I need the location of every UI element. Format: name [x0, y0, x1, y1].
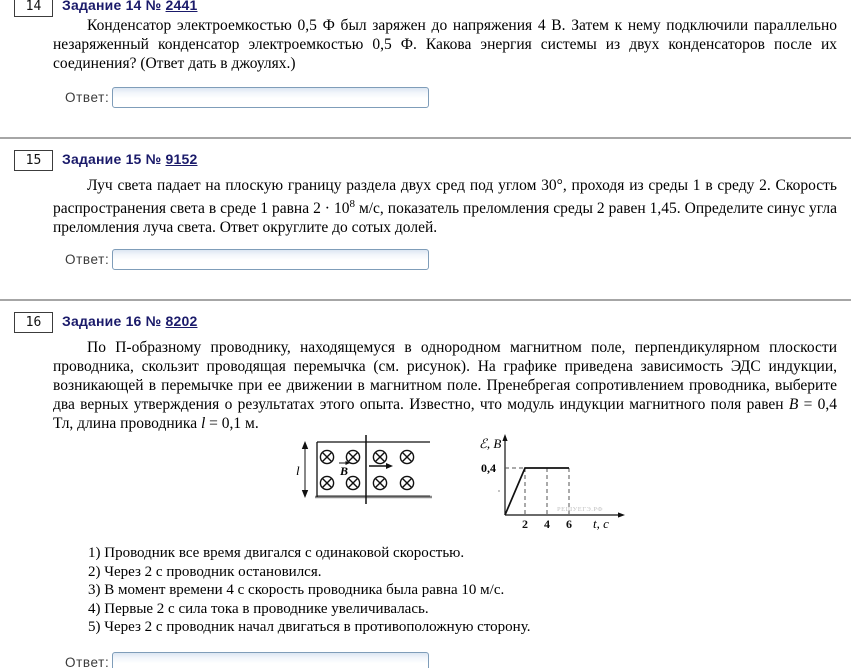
- task-14-title-text: Задание 14 №: [62, 0, 162, 13]
- task-15: [0, 150, 851, 278]
- statement-5: 5) Через 2 с проводник начал двигаться в противоположную сторону.: [88, 619, 531, 635]
- length-label: l: [296, 463, 300, 478]
- task-15-number-box: 15: [14, 150, 53, 171]
- field-vector-label: [339, 461, 350, 478]
- task-16: [0, 312, 851, 668]
- statement-3: 3) В момент времени 4 с скорость проводника была равна 10 м/с.: [88, 582, 505, 598]
- svg-text:4: 4: [544, 517, 550, 531]
- task-16-answer-row: [0, 652, 851, 668]
- x-tick-labels: [522, 517, 572, 531]
- y-value-label: 0,4: [481, 461, 496, 475]
- watermark: РЕШУЕГЭ.РФ: [557, 506, 604, 513]
- task-16-title-text: Задание 16 №: [62, 313, 162, 329]
- task-16-problem-link[interactable]: 8202: [165, 313, 198, 329]
- task-15-answer-row: [0, 249, 851, 273]
- task-15-title: [62, 151, 197, 167]
- task-14-answer-row: [0, 87, 851, 111]
- task-14-title: [62, 0, 197, 13]
- task-14-problem-link[interactable]: 2441: [165, 0, 198, 13]
- task-16-title: [62, 313, 197, 329]
- length-symbol: l: [200, 415, 206, 432]
- magnetic-induction-symbol: B: [788, 396, 799, 413]
- task-14-answer-label: Ответ:: [65, 90, 110, 105]
- task-16-statements: [88, 544, 808, 637]
- axis-minor-mark: [498, 490, 500, 492]
- task-15-answer-input[interactable]: [112, 249, 429, 270]
- task-16-number-box: 16: [14, 312, 53, 333]
- task-16-answer-input[interactable]: [112, 652, 429, 668]
- statement-4: 4) Первые 2 с сила тока в проводнике увеличивалась.: [88, 600, 429, 617]
- statement-2: 2) Через 2 с проводник остановился.: [88, 563, 322, 580]
- task-15-problem-link[interactable]: 9152: [165, 151, 198, 167]
- task-16-text-part1: По П-образному проводнику, находящемуся в однородном магнитном поле, перпендикулярном плоскости проводника, скользит проводящая перемычка (см. рисунок). На графике приведена зависимость ЭДС индукции, возникающей в перемычке при ее движении в магнитном поле. Пренебрегая сопротивлением проводника, выберите два верных утверждения о результатах этого опыта. Известно, что модуль индукции магнитного поля равен: [53, 339, 837, 413]
- length-arrow: [302, 441, 308, 498]
- y-axis-label: ℰ, В: [479, 436, 502, 451]
- speed-formula: $2 \cdot 10^8$: [313, 198, 355, 218]
- task-16-answer-label: Ответ:: [65, 655, 110, 668]
- x-axis-label: t, с: [593, 516, 609, 531]
- statement-1: 1) Проводник все время двигался с одинаковой скоростью.: [88, 545, 465, 561]
- task-14: [0, 0, 851, 114]
- task-15-text-after: м/с, показатель преломления среды 2 равен 1,45. Определите синус угла преломления луча света. Ответ округлите до сотых долей.: [53, 200, 837, 237]
- svg-text:2: 2: [522, 517, 528, 531]
- task-16-text: [53, 338, 837, 433]
- task-16-header: [0, 312, 851, 334]
- task-16-figures: [0, 430, 851, 538]
- task-16-text-part2: = 0,4 Тл, длина проводника: [53, 396, 837, 432]
- task-15-text-before: Луч света падает на плоскую границу раздела двух сред под углом 30°, проходя из среды 1 в среду 2. Скорость распространения света в среде 1 равна: [53, 177, 837, 218]
- task-15-answer-label: Ответ:: [65, 252, 110, 267]
- task-14-answer-input[interactable]: [112, 87, 429, 108]
- field-into-page-icons: [320, 450, 413, 489]
- separator-2: [0, 299, 851, 301]
- separator-1: [0, 137, 851, 139]
- svg-text:B: B: [340, 464, 349, 478]
- conductor-diagram: [296, 432, 438, 516]
- formula-exponent: 8: [349, 198, 355, 210]
- task-14-number-box: 14: [14, 0, 53, 17]
- task-15-header: [0, 150, 851, 172]
- svg-text:6: 6: [566, 517, 572, 531]
- task-15-text: [53, 176, 837, 237]
- emf-graph: [473, 430, 629, 536]
- task-15-title-text: Задание 15 №: [62, 151, 162, 167]
- task-14-text: Конденсатор электроемкостью 0,5 Ф был заряжен до напряжения 4 В. Затем к нему подключили параллельно незаряженный конденсатор электроемкостью 0,5 Ф. Какова энергия системы из двух конденсаторов после их соединения? (Ответ дать в джоулях.): [53, 17, 837, 72]
- task-16-text-part3: = 0,1 м.: [205, 415, 259, 432]
